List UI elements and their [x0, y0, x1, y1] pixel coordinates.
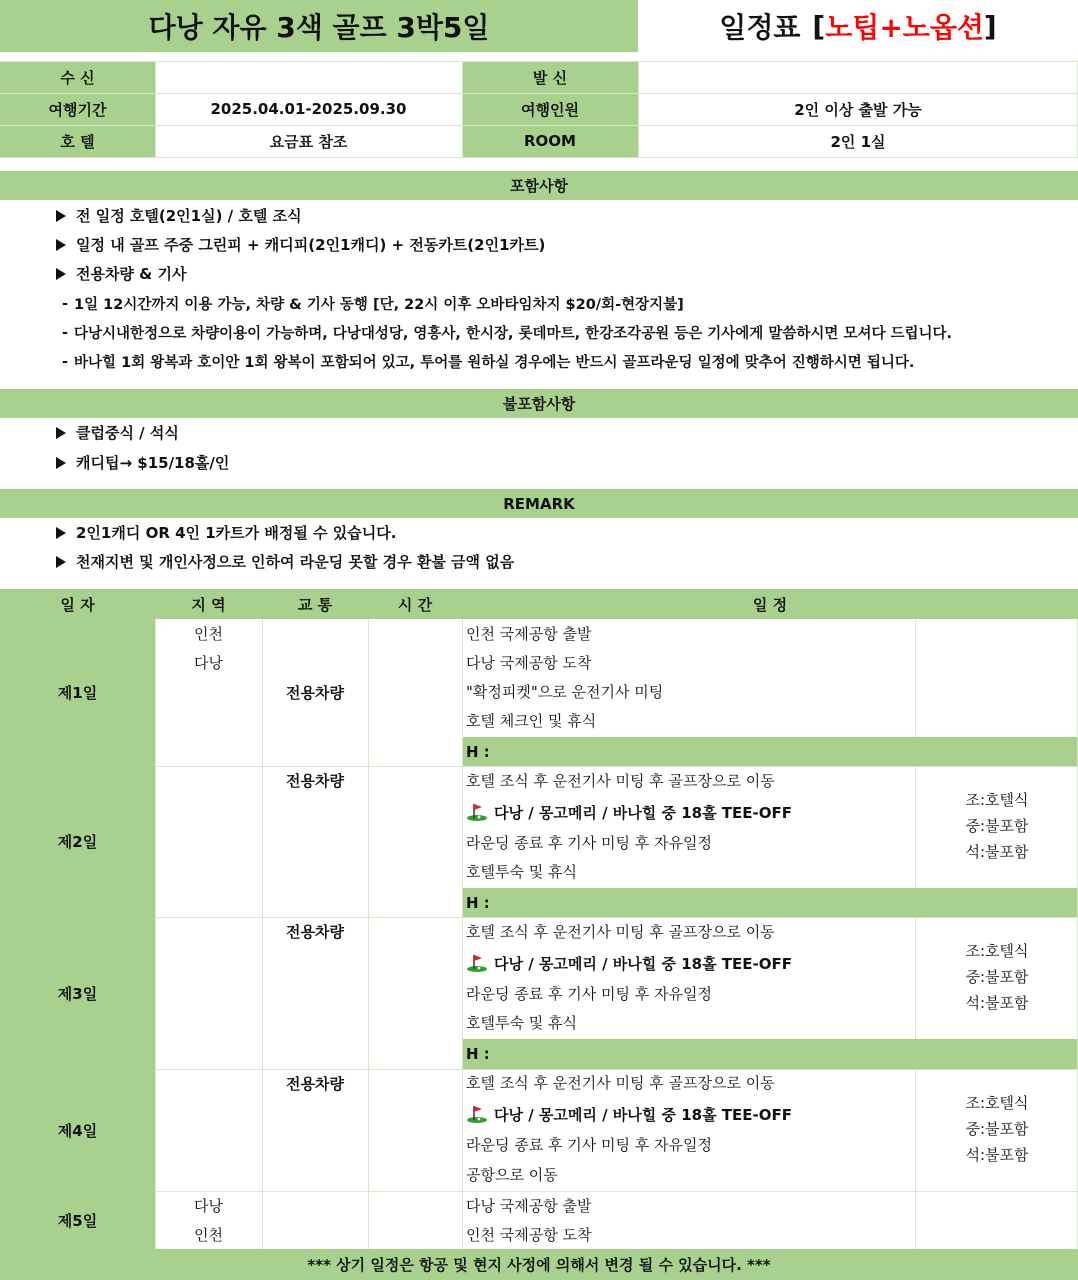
col-header-day: 일 자 [0, 589, 155, 619]
golf-flag-icon [466, 802, 488, 822]
sender-label: 발 신 [462, 61, 638, 93]
hotel-value: 요금표 참조 [269, 132, 348, 151]
period-value: 2025.04.01-2025.09.30 [210, 100, 407, 118]
schedule-line: 인천 국제공항 도착 [466, 1226, 592, 1244]
bracket-close: ] [983, 9, 997, 43]
triangle-right-icon [56, 556, 66, 568]
region-text: 인천 [194, 1226, 223, 1244]
included-bullet: 전 일정 호텔(2인1실) / 호텔 조식 [0, 201, 302, 230]
bracket-open: [ [812, 9, 826, 43]
transport-text: 전용차량 [286, 684, 344, 702]
no-tip-tag: 노팁+노옵션 [825, 11, 984, 44]
col-header-plan: 일 정 [462, 589, 1078, 619]
schedule-line: 호텔 조식 후 운전기사 미팅 후 골프장으로 이동 [466, 923, 775, 941]
included-bullet: 일정 내 골프 주중 그린피 + 캐디피(2인1캐디) + 전동카트(2인1카트) [0, 230, 545, 259]
people-value: 2인 이상 출발 가능 [794, 100, 922, 119]
recipient-label: 수 신 [0, 61, 155, 93]
region-text: 다낭 [194, 1197, 223, 1215]
region-text: 인천 [194, 625, 223, 643]
schedule-line: 다낭 국제공항 출발 [466, 1197, 592, 1215]
included-note: - 1일 12시간까지 이용 가능, 차량 & 기사 동행 [단, 22시 이후 오바타임차지 $20/회-현장지불] [62, 295, 684, 313]
golf-line: 다낭 / 몽고메리 / 바나힐 중 18홀 TEE-OFF [466, 947, 792, 979]
schedule-line: 호텔투숙 및 휴식 [466, 1014, 577, 1032]
col-header-time: 시 간 [368, 589, 462, 619]
transport-text: 전용차량 [286, 772, 344, 790]
sender-value [638, 61, 1078, 93]
remark-bullet: 천재지변 및 개인사정으로 인하여 라운딩 못할 경우 환불 금액 없음 [0, 547, 514, 576]
people-label: 여행인원 [462, 93, 638, 125]
room-label: ROOM [462, 125, 638, 157]
golf-flag-icon [466, 953, 488, 973]
schedule-line: 공항으로 이동 [466, 1166, 558, 1184]
hotel-row: H : [462, 888, 1078, 917]
schedule-line: 라운딩 종료 후 기사 미팅 후 자유일정 [466, 1136, 712, 1154]
schedule-label: 일정표 [719, 11, 801, 44]
meal-info: 조:호텔식 중:불포함 석:불포함 [965, 942, 1029, 1012]
day-cell: 제4일 [0, 1069, 155, 1191]
triangle-right-icon [56, 457, 66, 469]
triangle-right-icon [56, 268, 66, 280]
transport-text: 전용차량 [286, 923, 344, 941]
recipient-value [155, 61, 462, 93]
schedule-line: 호텔 조식 후 운전기사 미팅 후 골프장으로 이동 [466, 1074, 775, 1092]
triangle-right-icon [56, 210, 66, 222]
golf-line: 다낭 / 몽고메리 / 바나힐 중 18홀 TEE-OFF [466, 796, 792, 828]
col-header-transport: 교 통 [262, 589, 368, 619]
meal-info: 조:호텔식 중:불포함 석:불포함 [965, 1094, 1029, 1164]
day-cell: 제1일 [0, 619, 155, 766]
excluded-title: 불포함사항 [0, 389, 1078, 418]
transport-text: 전용차량 [286, 1075, 344, 1093]
schedule-line: 호텔 체크인 및 휴식 [466, 712, 597, 730]
included-note: - 다낭시내한정으로 차량이용이 가능하며, 다낭대성당, 영흥사, 한시장, 롯데마트, 한강조각공원 등은 기사에게 말씀하시면 모셔다 드립니다. [62, 324, 953, 342]
included-title: 포함사항 [0, 171, 1078, 200]
schedule-line: "확정피켓"으로 운전기사 미팅 [466, 683, 664, 701]
room-value: 2인 1실 [830, 132, 886, 151]
schedule-line: 인천 국제공항 출발 [466, 625, 592, 643]
period-label: 여행기간 [0, 93, 155, 125]
schedule-line: 라운딩 종료 후 기사 미팅 후 자유일정 [466, 985, 712, 1003]
hotel-row: H : [462, 1039, 1078, 1069]
triangle-right-icon [56, 427, 66, 439]
day-cell: 제5일 [0, 1191, 155, 1249]
schedule-line: 호텔 조식 후 운전기사 미팅 후 골프장으로 이동 [466, 772, 775, 790]
page-title: 다낭 자유 3색 골프 3박5일 [148, 11, 490, 44]
golf-flag-icon [466, 1104, 488, 1124]
hotel-label: 호 텔 [0, 125, 155, 157]
triangle-right-icon [56, 239, 66, 251]
golf-line: 다낭 / 몽고메리 / 바나힐 중 18홀 TEE-OFF [466, 1098, 792, 1130]
schedule-line: 호텔투숙 및 휴식 [466, 863, 577, 881]
header-title-box [0, 0, 638, 52]
excluded-bullet: 클럽중식 / 석식 [0, 418, 179, 447]
footer-notice: *** 상기 일정은 항공 및 현지 사정에 의해서 변경 될 수 있습니다. *** [0, 1249, 1078, 1280]
schedule-line: 라운딩 종료 후 기사 미팅 후 자유일정 [466, 834, 712, 852]
schedule-line: 다낭 국제공항 도착 [466, 654, 592, 672]
included-bullet: 전용차량 & 기사 [0, 259, 186, 288]
day-cell: 제3일 [0, 917, 155, 1069]
included-note: - 바나힐 1회 왕복과 호이안 1회 왕복이 포함되어 있고, 투어를 원하실 경우에는 반드시 골프라운딩 일정에 맞추어 진행하시면 됩니다. [62, 353, 915, 371]
meal-info: 조:호텔식 중:불포함 석:불포함 [965, 791, 1029, 861]
triangle-right-icon [56, 527, 66, 539]
schedule-heading [638, 0, 1078, 52]
region-text: 다낭 [194, 654, 223, 672]
col-header-region: 지 역 [155, 589, 262, 619]
hotel-row: H : [462, 737, 1078, 766]
remark-title: REMARK [0, 489, 1078, 518]
day-cell: 제2일 [0, 766, 155, 917]
excluded-bullet: 캐디팁→ $15/18홀/인 [0, 448, 229, 477]
remark-bullet: 2인1캐디 OR 4인 1카트가 배정될 수 있습니다. [0, 518, 396, 547]
